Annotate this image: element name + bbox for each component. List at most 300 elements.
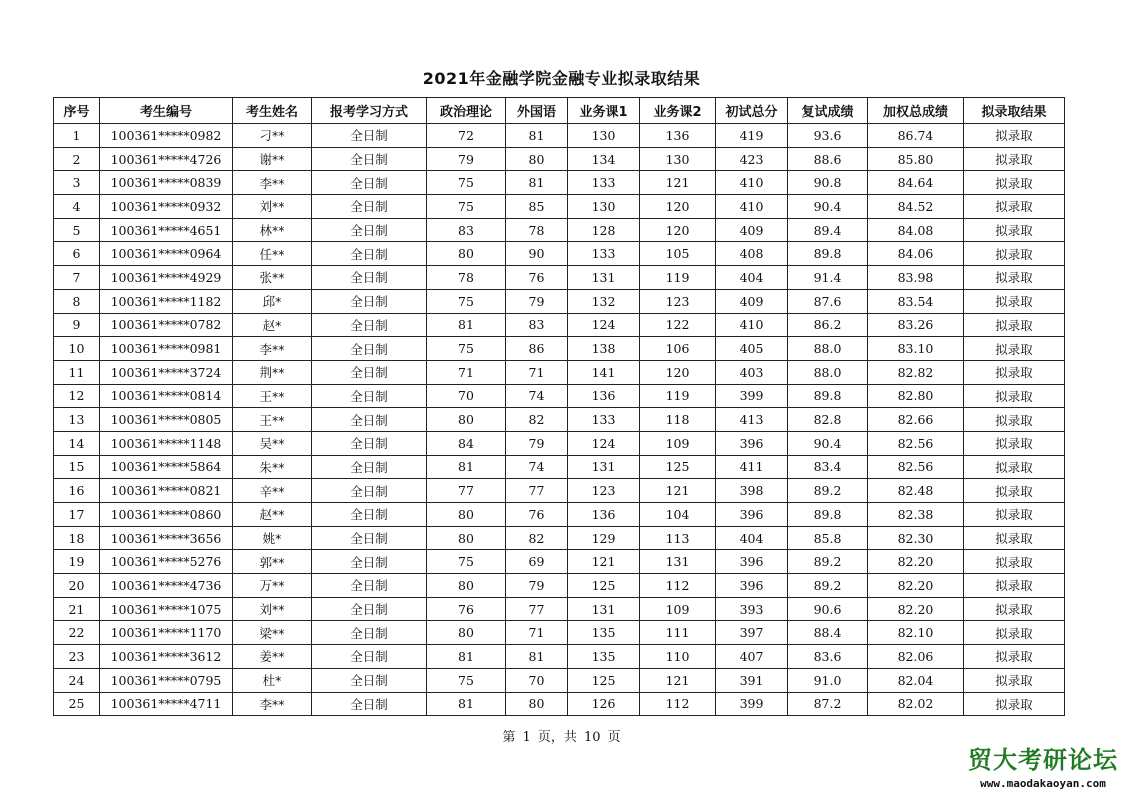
table-cell: 拟录取 [964,313,1065,337]
table-cell: 130 [640,147,716,171]
table-cell: 397 [716,621,788,645]
table-cell: 410 [716,195,788,219]
column-header: 业务课2 [640,98,716,124]
table-cell: 全日制 [312,455,427,479]
table-cell: 拟录取 [964,218,1065,242]
table-cell: 408 [716,242,788,266]
table-cell: 72 [427,124,506,148]
table-cell: 100361*****5276 [100,550,233,574]
table-cell: 89.4 [788,218,868,242]
table-cell: 419 [716,124,788,148]
table-cell: 90 [506,242,568,266]
table-cell: 90.4 [788,431,868,455]
table-cell: 11 [54,360,100,384]
table-row [54,431,1065,455]
table-cell: 拟录取 [964,597,1065,621]
table-cell: 10 [54,337,100,361]
table-cell: 119 [640,384,716,408]
table-cell: 全日制 [312,597,427,621]
table-cell: 88.0 [788,360,868,384]
table-cell: 93.6 [788,124,868,148]
table-cell: 80 [427,621,506,645]
table-cell: 109 [640,597,716,621]
table-cell: 100361*****0814 [100,384,233,408]
table-cell: 全日制 [312,337,427,361]
table-cell: 82.04 [868,668,964,692]
table-cell: 89.8 [788,242,868,266]
table-cell: 全日制 [312,313,427,337]
table-cell: 88.6 [788,147,868,171]
table-cell: 82 [506,526,568,550]
table-cell: 136 [640,124,716,148]
table-cell: 赵** [233,503,312,527]
table-cell: 75 [427,337,506,361]
table-cell: 89.2 [788,479,868,503]
table-cell: 17 [54,503,100,527]
table-row [54,360,1065,384]
table-cell: 87.6 [788,289,868,313]
table-cell: 100361*****4929 [100,266,233,290]
table-cell: 130 [568,195,640,219]
table-cell: 75 [427,668,506,692]
table-cell: 100361*****1148 [100,431,233,455]
column-header: 序号 [54,98,100,124]
table-cell: 89.2 [788,550,868,574]
table-cell: 100361*****0932 [100,195,233,219]
table-cell: 83 [506,313,568,337]
table-cell: 131 [568,597,640,621]
table-cell: 80 [427,574,506,598]
table-cell: 89.8 [788,384,868,408]
table-cell: 81 [506,124,568,148]
table-cell: 拟录取 [964,621,1065,645]
table-cell: 拟录取 [964,503,1065,527]
column-header: 初试总分 [716,98,788,124]
table-cell: 78 [506,218,568,242]
table-cell: 77 [427,479,506,503]
table-cell: 吴** [233,431,312,455]
table-cell: 84.08 [868,218,964,242]
table-cell: 8 [54,289,100,313]
table-cell: 85 [506,195,568,219]
table-cell: 83.10 [868,337,964,361]
table-cell: 100361*****0981 [100,337,233,361]
table-cell: 拟录取 [964,574,1065,598]
table-cell: 82.82 [868,360,964,384]
table-cell: 75 [427,195,506,219]
table-cell: 82.66 [868,408,964,432]
table-cell: 全日制 [312,692,427,716]
table-cell: 83.98 [868,266,964,290]
table-cell: 1 [54,124,100,148]
table-cell: 100361*****3724 [100,360,233,384]
table-cell: 75 [427,171,506,195]
table-cell: 21 [54,597,100,621]
table-cell: 林** [233,218,312,242]
table-cell: 100361*****3656 [100,526,233,550]
watermark-title: 贸大考研论坛 [968,746,1118,774]
table-cell: 12 [54,384,100,408]
table-row [54,479,1065,503]
table-cell: 86 [506,337,568,361]
table-cell: 朱** [233,455,312,479]
table-cell: 89.2 [788,574,868,598]
table-cell: 全日制 [312,195,427,219]
table-cell: 全日制 [312,479,427,503]
table-cell: 拟录取 [964,550,1065,574]
table-cell: 82.02 [868,692,964,716]
table-cell: 121 [568,550,640,574]
table-cell: 121 [640,479,716,503]
table-cell: 王** [233,408,312,432]
table-cell: 辛** [233,479,312,503]
table-cell: 79 [506,289,568,313]
table-cell: 77 [506,479,568,503]
table-cell: 74 [506,384,568,408]
table-cell: 拟录取 [964,195,1065,219]
table-cell: 13 [54,408,100,432]
table-cell: 91.4 [788,266,868,290]
table-cell: 82.80 [868,384,964,408]
table-cell: 391 [716,668,788,692]
table-cell: 23 [54,645,100,669]
table-cell: 100361*****1075 [100,597,233,621]
table-cell: 81 [427,313,506,337]
table-cell: 82.10 [868,621,964,645]
table-cell: 李** [233,337,312,361]
table-cell: 410 [716,171,788,195]
table-row [54,692,1065,716]
table-cell: 86.2 [788,313,868,337]
table-cell: 131 [568,266,640,290]
table-cell: 任** [233,242,312,266]
table-cell: 81 [506,645,568,669]
table-row [54,668,1065,692]
table-cell: 100361*****1182 [100,289,233,313]
table-cell: 荆** [233,360,312,384]
table-cell: 106 [640,337,716,361]
table-cell: 全日制 [312,360,427,384]
table-row [54,503,1065,527]
table-cell: 100361*****0782 [100,313,233,337]
table-cell: 80 [427,526,506,550]
admission-table [53,97,1065,716]
page-title: 2021年金融学院金融专业拟录取结果 [422,69,701,88]
table-cell: 396 [716,550,788,574]
table-cell: 24 [54,668,100,692]
table-cell: 131 [568,455,640,479]
watermark-url: www.maodakaoyan.com [980,777,1106,790]
table-cell: 74 [506,455,568,479]
table-cell: 李** [233,692,312,716]
table-cell: 120 [640,360,716,384]
table-cell: 90.4 [788,195,868,219]
table-cell: 14 [54,431,100,455]
table-cell: 90.6 [788,597,868,621]
table-cell: 3 [54,171,100,195]
table-cell: 409 [716,289,788,313]
table-cell: 万** [233,574,312,598]
table-cell: 拟录取 [964,147,1065,171]
table-cell: 拟录取 [964,289,1065,313]
table-cell: 姜** [233,645,312,669]
table-cell: 100361*****1170 [100,621,233,645]
table-cell: 拟录取 [964,171,1065,195]
table-cell: 4 [54,195,100,219]
table-cell: 拟录取 [964,242,1065,266]
table-cell: 84 [427,431,506,455]
table-cell: 113 [640,526,716,550]
table-cell: 136 [568,503,640,527]
table-cell: 82 [506,408,568,432]
table-cell: 82.56 [868,455,964,479]
table-cell: 86.74 [868,124,964,148]
table-cell: 81 [427,692,506,716]
table-cell: 全日制 [312,171,427,195]
table-cell: 80 [427,408,506,432]
table-cell: 105 [640,242,716,266]
table-cell: 82.48 [868,479,964,503]
table-cell: 411 [716,455,788,479]
table-cell: 全日制 [312,574,427,598]
table-cell: 7 [54,266,100,290]
table-cell: 141 [568,360,640,384]
table-cell: 全日制 [312,621,427,645]
table-cell: 拟录取 [964,645,1065,669]
table-cell: 83.54 [868,289,964,313]
table-cell: 129 [568,526,640,550]
table-row [54,337,1065,361]
table-cell: 80 [506,147,568,171]
table-header-row [54,98,1065,124]
column-header: 复试成绩 [788,98,868,124]
table-cell: 姚* [233,526,312,550]
table-cell: 122 [640,313,716,337]
table-row [54,597,1065,621]
table-cell: 91.0 [788,668,868,692]
table-cell: 80 [506,692,568,716]
table-cell: 25 [54,692,100,716]
column-header: 加权总成绩 [868,98,964,124]
table-cell: 104 [640,503,716,527]
column-header: 拟录取结果 [964,98,1065,124]
table-cell: 100361*****5864 [100,455,233,479]
table-cell: 125 [568,668,640,692]
table-cell: 109 [640,431,716,455]
table-cell: 403 [716,360,788,384]
table-cell: 拟录取 [964,337,1065,361]
table-cell: 123 [640,289,716,313]
table-cell: 拟录取 [964,455,1065,479]
table-cell: 75 [427,550,506,574]
table-cell: 拟录取 [964,668,1065,692]
table-cell: 全日制 [312,526,427,550]
table-cell: 拟录取 [964,526,1065,550]
column-header: 业务课1 [568,98,640,124]
table-cell: 80 [427,503,506,527]
table-cell: 杜* [233,668,312,692]
table-cell: 112 [640,574,716,598]
table-row [54,266,1065,290]
table-cell: 82.30 [868,526,964,550]
table-cell: 110 [640,645,716,669]
table-cell: 133 [568,171,640,195]
table-cell: 拟录取 [964,431,1065,455]
table-cell: 9 [54,313,100,337]
table-cell: 88.4 [788,621,868,645]
table-cell: 399 [716,384,788,408]
table-cell: 100361*****3612 [100,645,233,669]
table-cell: 80 [427,242,506,266]
table-cell: 120 [640,195,716,219]
table-cell: 128 [568,218,640,242]
table-cell: 100361*****4651 [100,218,233,242]
table-cell: 谢** [233,147,312,171]
table-cell: 120 [640,218,716,242]
table-cell: 70 [427,384,506,408]
table-cell: 全日制 [312,242,427,266]
table-cell: 399 [716,692,788,716]
table-cell: 81 [427,455,506,479]
column-header: 外国语 [506,98,568,124]
table-cell: 90.8 [788,171,868,195]
table-cell: 拟录取 [964,479,1065,503]
table-row [54,455,1065,479]
table-row [54,621,1065,645]
table-cell: 130 [568,124,640,148]
table-cell: 75 [427,289,506,313]
table-cell: 100361*****0839 [100,171,233,195]
table-row [54,384,1065,408]
table-row [54,124,1065,148]
table-row [54,218,1065,242]
table-row [54,408,1065,432]
table-cell: 135 [568,621,640,645]
table-cell: 全日制 [312,431,427,455]
table-cell: 82.8 [788,408,868,432]
table-cell: 76 [427,597,506,621]
table-cell: 118 [640,408,716,432]
table-cell: 刘** [233,597,312,621]
table-cell: 78 [427,266,506,290]
table-cell: 125 [568,574,640,598]
table-cell: 82.20 [868,597,964,621]
table-cell: 100361*****0805 [100,408,233,432]
table-cell: 85.8 [788,526,868,550]
table-cell: 69 [506,550,568,574]
table-cell: 119 [640,266,716,290]
table-cell: 19 [54,550,100,574]
table-cell: 393 [716,597,788,621]
table-row [54,313,1065,337]
table-cell: 413 [716,408,788,432]
table-cell: 拟录取 [964,360,1065,384]
table-cell: 全日制 [312,668,427,692]
table-cell: 100361*****4726 [100,147,233,171]
table-cell: 134 [568,147,640,171]
table-cell: 全日制 [312,218,427,242]
table-cell: 125 [640,455,716,479]
table-cell: 133 [568,408,640,432]
table-cell: 138 [568,337,640,361]
table-cell: 拟录取 [964,692,1065,716]
table-cell: 83.4 [788,455,868,479]
table-cell: 16 [54,479,100,503]
table-cell: 124 [568,431,640,455]
table-cell: 拟录取 [964,266,1065,290]
table-cell: 396 [716,574,788,598]
table-cell: 404 [716,526,788,550]
table-cell: 22 [54,621,100,645]
page-footer: 第 1 页，共 10 页 [502,730,621,745]
table-cell: 82.20 [868,574,964,598]
table-cell: 18 [54,526,100,550]
table-cell: 126 [568,692,640,716]
table-cell: 6 [54,242,100,266]
table-cell: 423 [716,147,788,171]
table-cell: 梁** [233,621,312,645]
table-cell: 邱* [233,289,312,313]
table-cell: 82.56 [868,431,964,455]
table-row [54,171,1065,195]
table-cell: 100361*****0821 [100,479,233,503]
table-cell: 132 [568,289,640,313]
table-cell: 拟录取 [964,384,1065,408]
table-cell: 135 [568,645,640,669]
table-cell: 396 [716,503,788,527]
table-cell: 71 [506,621,568,645]
watermark [963,740,1123,790]
table-cell: 82.20 [868,550,964,574]
table-cell: 全日制 [312,408,427,432]
table-cell: 郭** [233,550,312,574]
table-cell: 82.06 [868,645,964,669]
column-header: 报考学习方式 [312,98,427,124]
table-cell: 全日制 [312,266,427,290]
table-cell: 87.2 [788,692,868,716]
table-cell: 79 [427,147,506,171]
table-cell: 136 [568,384,640,408]
table-cell: 20 [54,574,100,598]
table-row [54,147,1065,171]
table-row [54,289,1065,313]
column-header: 政治理论 [427,98,506,124]
table-cell: 83.6 [788,645,868,669]
table-row [54,574,1065,598]
table-cell: 121 [640,171,716,195]
table-cell: 全日制 [312,147,427,171]
table-cell: 71 [506,360,568,384]
table-cell: 王** [233,384,312,408]
table-cell: 全日制 [312,384,427,408]
table-row [54,645,1065,669]
table-cell: 81 [427,645,506,669]
table-cell: 全日制 [312,124,427,148]
table-cell: 李** [233,171,312,195]
table-cell: 全日制 [312,645,427,669]
table-cell: 70 [506,668,568,692]
table-cell: 112 [640,692,716,716]
table-cell: 79 [506,431,568,455]
column-header: 考生姓名 [233,98,312,124]
table-cell: 84.06 [868,242,964,266]
table-cell: 84.52 [868,195,964,219]
table-cell: 121 [640,668,716,692]
table-cell: 410 [716,313,788,337]
table-cell: 100361*****0964 [100,242,233,266]
table-cell: 5 [54,218,100,242]
table-cell: 111 [640,621,716,645]
